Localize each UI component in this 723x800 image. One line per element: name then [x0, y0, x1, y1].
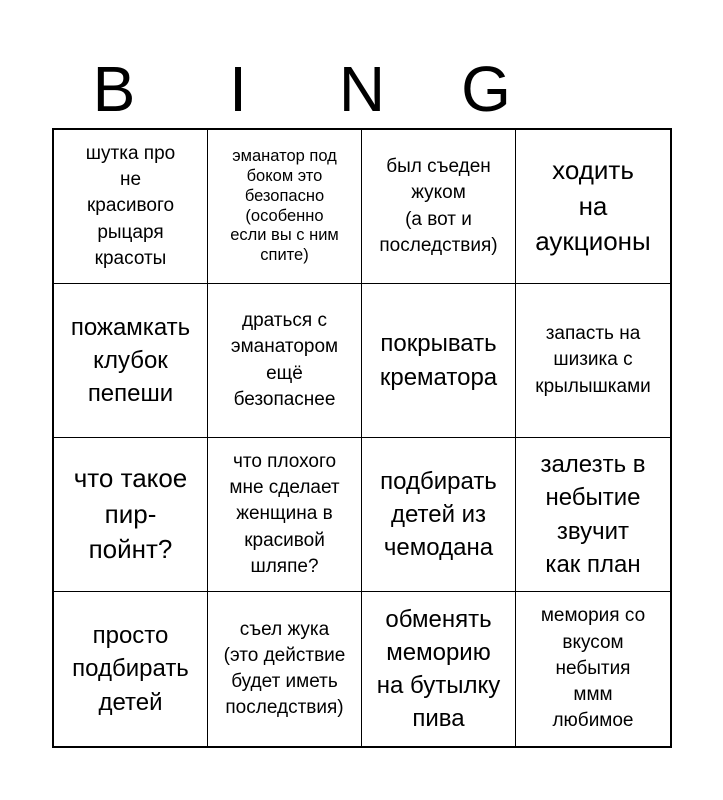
bingo-cell[interactable]	[208, 438, 362, 592]
cell-text: подбирать детей из чемодана	[380, 467, 497, 562]
header-letter-g: G	[461, 53, 511, 125]
cell-text: просто подбирать детей	[72, 622, 189, 716]
bingo-cell[interactable]	[516, 592, 670, 746]
cell-text: залезть в небытие звучит как план	[540, 451, 646, 578]
bingo-cell[interactable]	[362, 592, 516, 746]
bingo-cell[interactable]	[362, 438, 516, 592]
bingo-cell[interactable]	[516, 130, 670, 284]
bingo-board	[52, 128, 672, 748]
bingo-cell[interactable]	[362, 284, 516, 438]
cell-text: шутка про не красивого рыцаря красоты	[85, 142, 176, 269]
cell-text: обменять меморию на бутылку пива	[376, 605, 501, 733]
bingo-cell[interactable]	[516, 284, 670, 438]
bingo-cell[interactable]	[208, 284, 362, 438]
header-letter-n: N	[338, 53, 386, 125]
cell-text: что плохого мне сделает женщина в красивой шляпе?	[229, 450, 340, 577]
cell-text: драться с эманатором ещё безопаснее	[230, 310, 339, 410]
cell-text: ходить на аукционы	[535, 154, 651, 257]
header-letter-o	[548, 50, 672, 128]
cell-text: пожамкать клубок пепеши	[70, 313, 191, 408]
cell-text: что такое пир- пойнт?	[73, 462, 188, 565]
bingo-cell[interactable]	[208, 130, 362, 284]
bingo-cell[interactable]	[54, 592, 208, 746]
cell-text: мемория со вкусом небытия ммм любимое	[540, 605, 646, 732]
bingo-cell[interactable]	[54, 284, 208, 438]
cell-text: съел жука (это действие будет иметь последствия)	[223, 618, 346, 719]
bingo-cell[interactable]	[54, 130, 208, 284]
cell-text: был съеден жуком (а вот и последствия)	[379, 156, 498, 256]
bingo-cell[interactable]	[362, 130, 516, 284]
cell-text: покрывать крематора	[379, 330, 498, 391]
header-letter-i: I	[229, 53, 247, 125]
bingo-cell[interactable]	[516, 438, 670, 592]
cell-text: эманатор под боком это безопасно (особенно если вы с ним спите)	[230, 147, 339, 265]
bingo-cell[interactable]	[54, 438, 208, 592]
bingo-cell[interactable]	[208, 592, 362, 746]
header-letter-b: B	[92, 53, 136, 125]
bingo-header	[52, 50, 672, 128]
cell-text: запасть на шизика с крылышками	[535, 323, 651, 397]
